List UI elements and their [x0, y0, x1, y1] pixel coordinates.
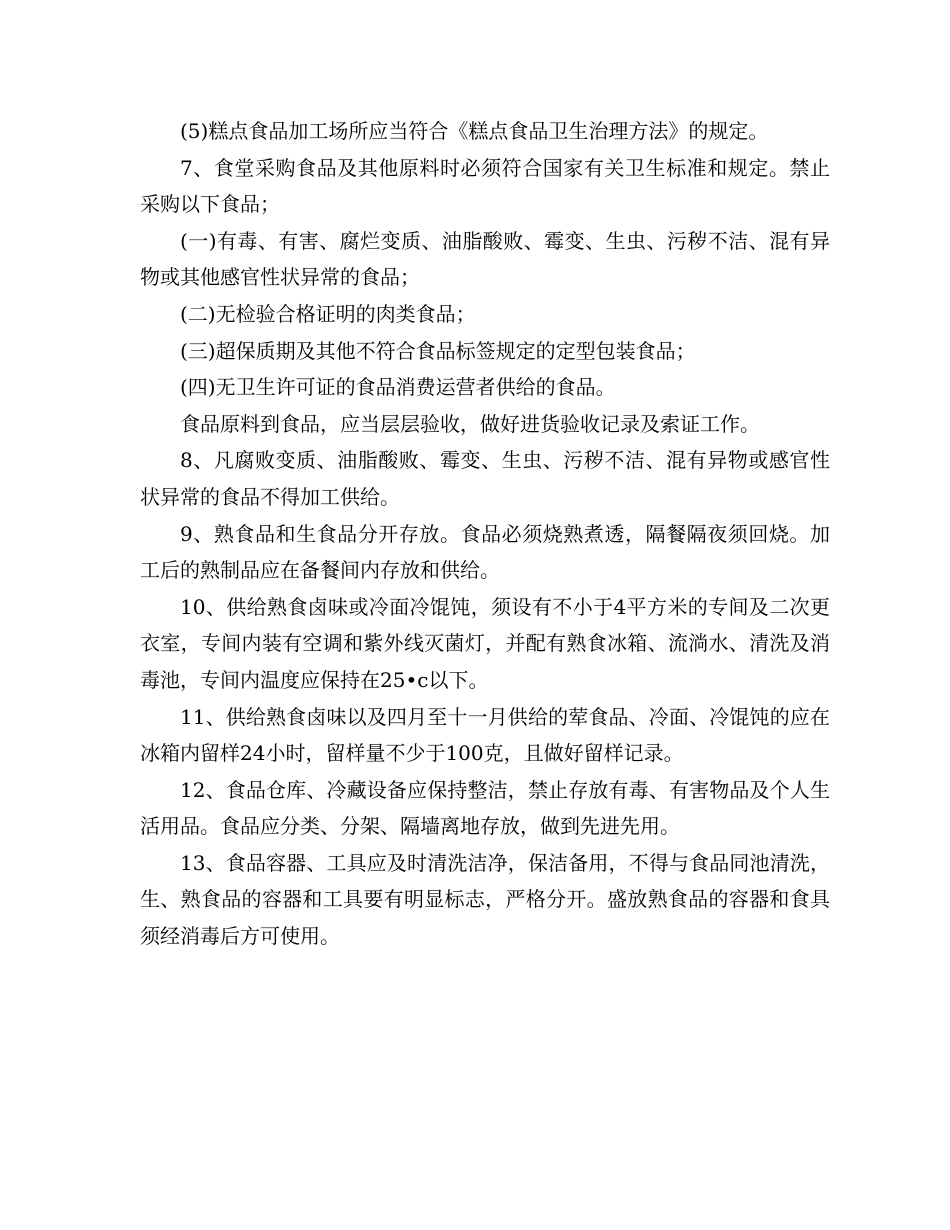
paragraph-bakery-rule: (5)糕点食品加工场所应当符合《糕点食品卫生治理方法》的规定。 — [180, 119, 769, 143]
paragraph-item-2: (二)无检验合格证明的肉类食品； — [180, 301, 476, 326]
paragraph-rule-11: 11、供给熟食卤味以及四月至十一月供给的荤食品、冷面、冷馄饨的应在冰箱内留样24小时，留样量不少于100克，且做好留样记录。 — [140, 704, 830, 766]
paragraph-rule-12: 12、食品仓库、冷藏设备应保持整洁，禁止存放有毒、有害物品及个人生活用品。食品应分类、分架、隔墙离地存放，做到先进先用。 — [140, 777, 830, 839]
paragraph-rule-13: 13、食品容器、工具应及时清洗洁净，保洁备用，不得与食品同池清洗，生、熟食品的容器和工具要有明显标志，严格分开。盛放熟食品的容器和食具须经消毒后方可使用。 — [140, 850, 830, 949]
paragraph-inspection: 食品原料到食品，应当层层验收，做好进货验收记录及索证工作。 — [180, 411, 760, 436]
paragraph-rule-10: 10、供给熟食卤味或冷面冷馄饨，须设有不小于4平方米的专间及二次更衣室，专间内装有空调和紫外线灭菌灯，并配有熟食冰箱、流淌水、清洗及消毒池，专间内温度应保持在25•c以下。 — [140, 594, 830, 692]
paragraph-item-3: (三)超保质期及其他不符合食品标签规定的定型包装食品； — [180, 338, 696, 363]
paragraph-item-4: (四)无卫生许可证的食品消费运营者供给的食品。 — [180, 375, 616, 400]
paragraph-item-1: (一)有毒、有害、腐烂变质、油脂酸败、霉变、生虫、污秽不洁、混有异物或其他感官性状异常的食品； — [140, 228, 830, 290]
paragraph-rule-9: 9、熟食品和生食品分开存放。食品必须烧熟煮透，隔餐隔夜须回烧。加工后的熟制品应在备餐间内存放和供给。 — [140, 521, 830, 583]
document-body — [140, 113, 830, 955]
paragraph-rule-8: 8、凡腐败变质、油脂酸败、霉变、生虫、污秽不洁、混有异物或感官性状异常的食品不得加工供给。 — [140, 448, 830, 509]
paragraph-rule-7: 7、食堂采购食品及其他原料时必须符合国家有关卫生标准和规定。禁止采购以下食品； — [140, 155, 830, 217]
